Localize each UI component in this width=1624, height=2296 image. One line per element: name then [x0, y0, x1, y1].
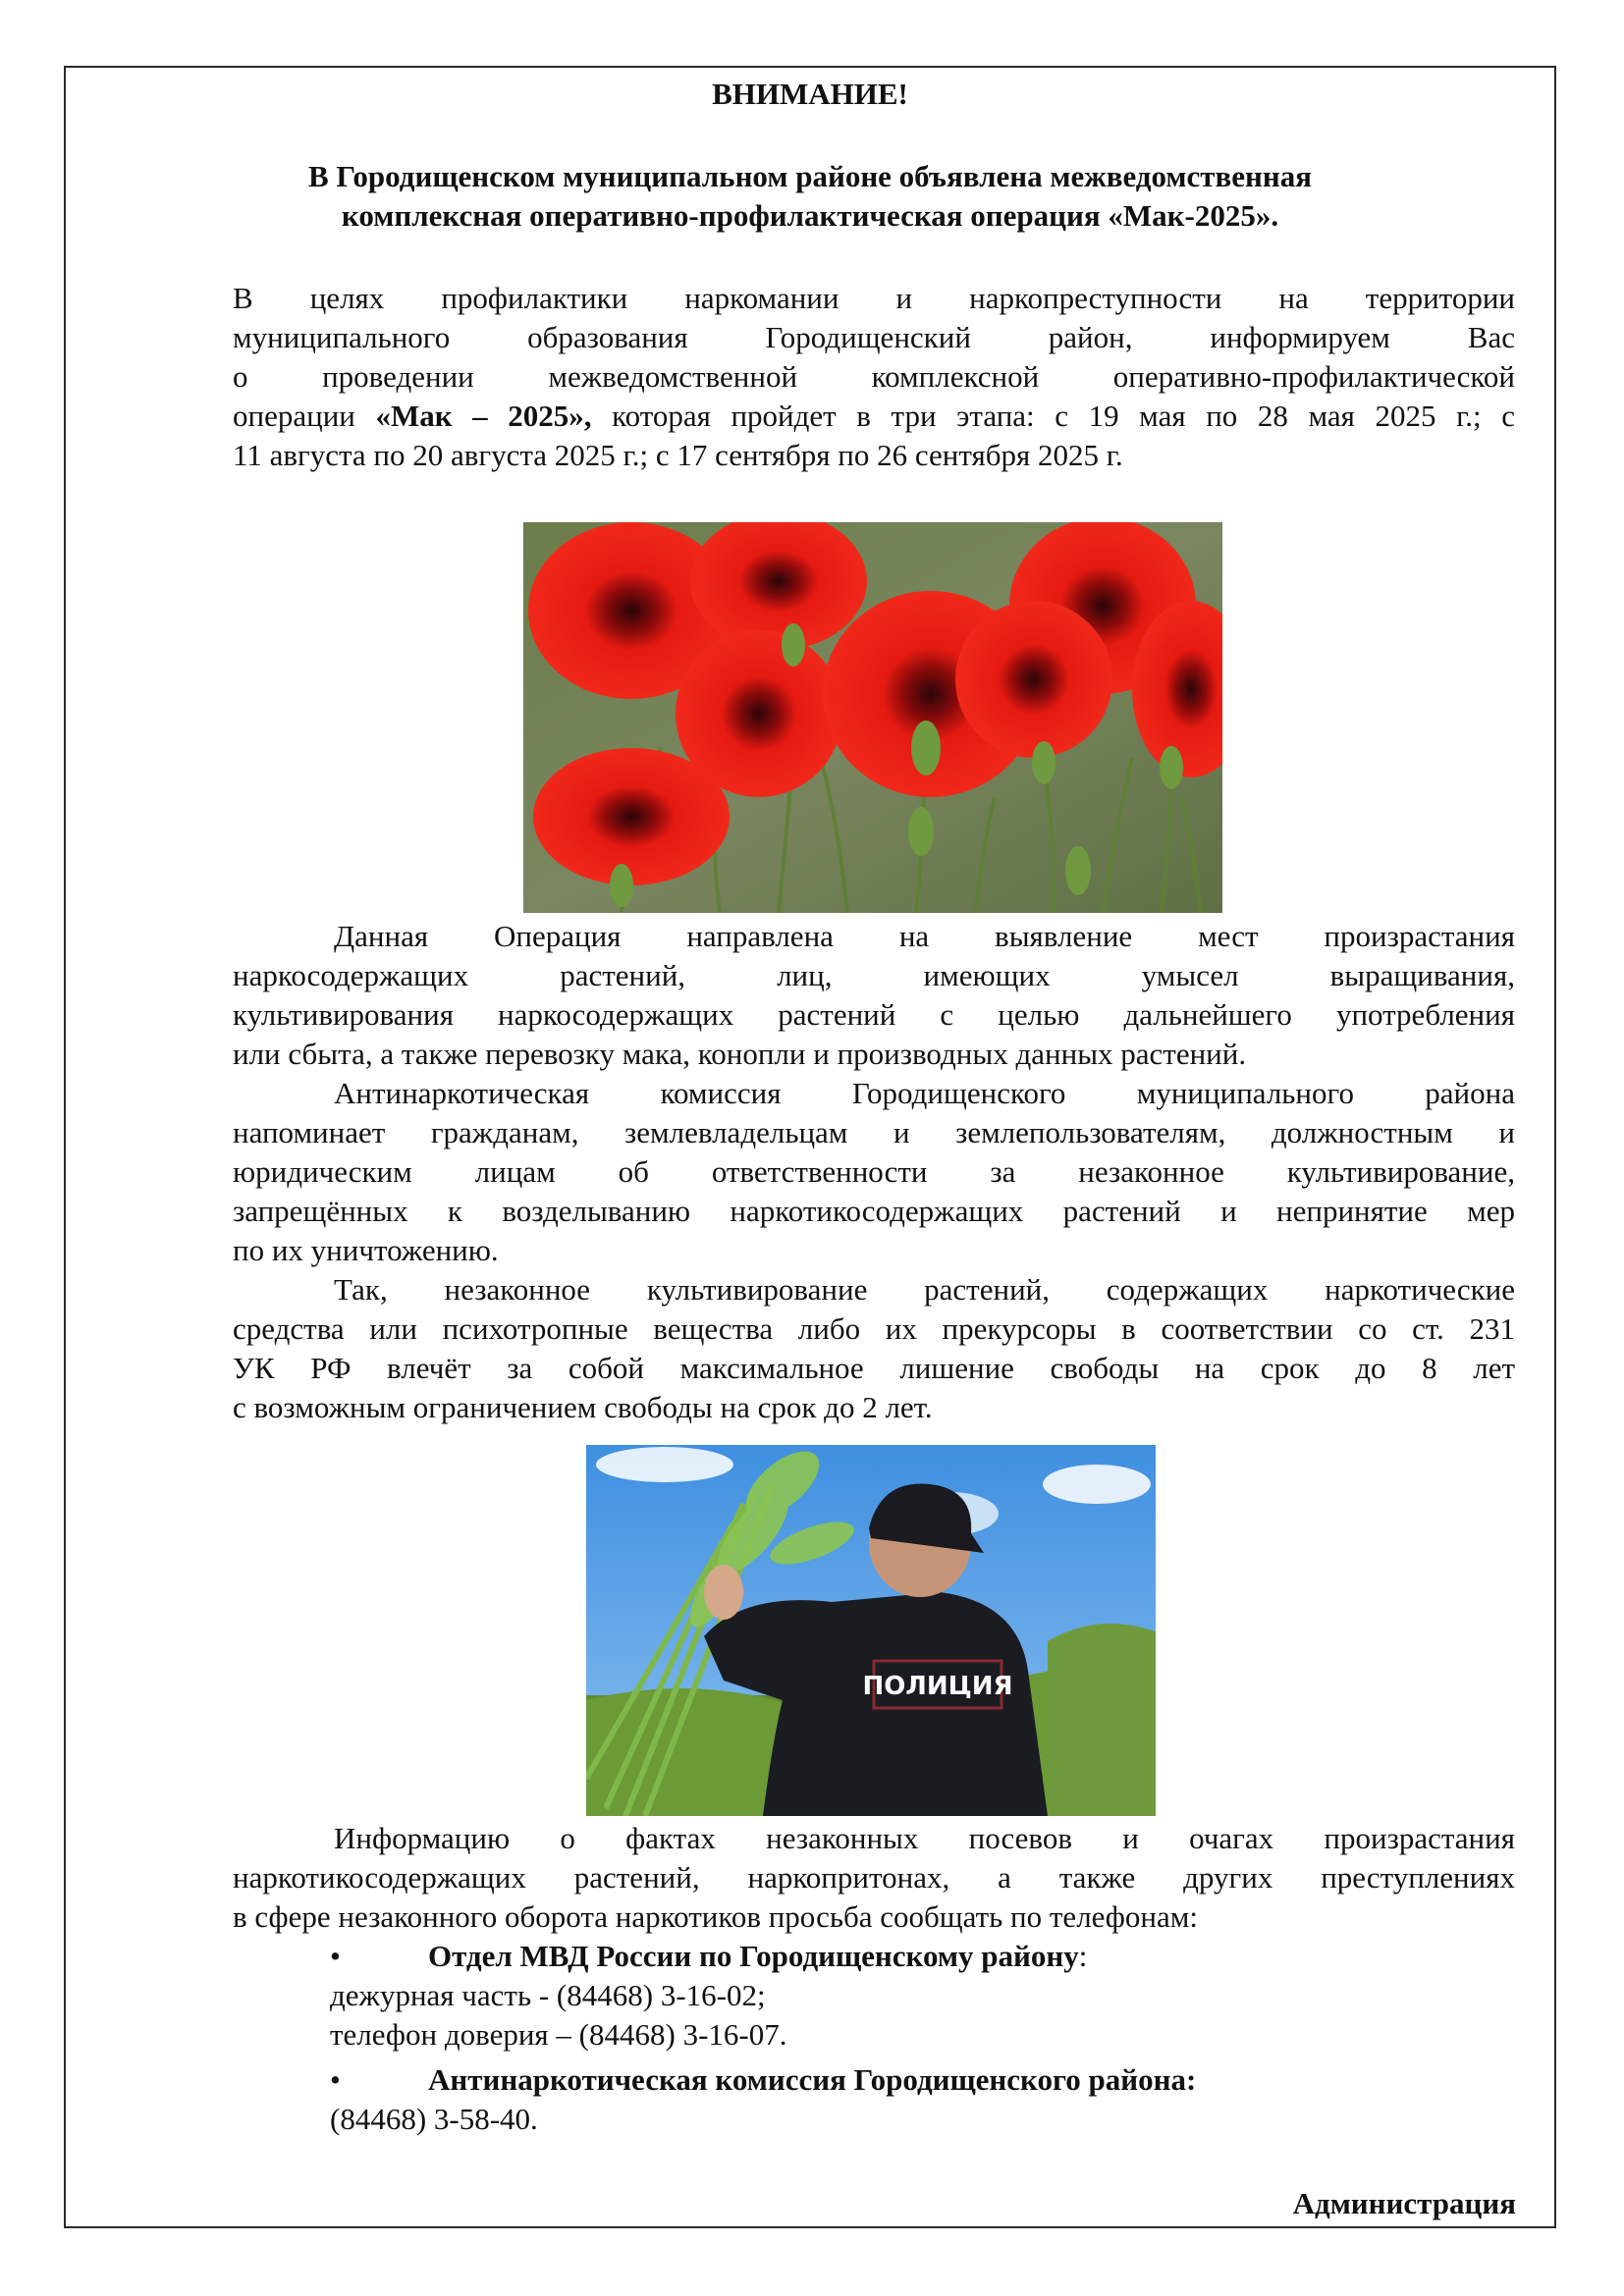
report-info-paragraph	[233, 1819, 1515, 1937]
criminal-liability-paragraph	[233, 1270, 1515, 1427]
p1-line-4: или сбыта, а также перевозку мака, конопли и производных данных растений.	[233, 1037, 1247, 1071]
police-illustration	[586, 1445, 1156, 1816]
p2-line-3: юридическим лицам об ответственности за незаконное культивирование,	[233, 1154, 1515, 1189]
mvd-title-bold: Отдел МВД России по Городищенскому району	[428, 1939, 1079, 1973]
p4-line-2: наркотикосодержащих растений, наркопритонах, а также других преступлениях	[233, 1860, 1515, 1895]
title-line-2: комплексная оперативно-профилактическая операция «Мак-2025».	[341, 198, 1279, 233]
p1-line-2: наркосодержащих растений, лиц, имеющих умысел выращивания,	[233, 958, 1515, 992]
p4-line-1: Информацию о фактах незаконных посевов и очагах произрастания	[334, 1821, 1515, 1855]
p2-line-4: запрещённых к возделыванию наркотикосодержащих растений и непринятие мер	[233, 1194, 1515, 1228]
police-patch-text: ПОЛИЦИЯ	[862, 1672, 1013, 1701]
intro-line-4-prefix: операции	[233, 399, 376, 433]
p3-line-3: УК РФ влечёт за собой максимальное лишение свободы на срок до 8 лет	[233, 1351, 1515, 1385]
intro-line-4-suffix: которая пройдет в три этапа: с 19 мая по 28 мая 2025 г.; с	[591, 399, 1515, 433]
p3-line-4: с возможным ограничением свободы на срок до 2 лет.	[233, 1390, 933, 1424]
poppy-image	[523, 522, 1222, 913]
commission-title: Антинаркотическая комиссия Городищенского района:	[428, 2062, 1197, 2097]
contact-commission-title-row	[330, 2060, 1508, 2100]
p4-line-3: в сфере незаконного оборота наркотиков просьба сообщать по телефонам:	[233, 1899, 1198, 1934]
p3-line-2: средства или психотропные вещества либо их прекурсоры в соответствии со ст. 231	[233, 1311, 1515, 1346]
operation-name-bold: «Мак – 2025»,	[375, 399, 592, 433]
bullet-icon: •	[330, 1939, 341, 1973]
intro-line-1: В целях профилактики наркомании и наркопреступности на территории	[233, 281, 1515, 315]
signature: Администрация	[1292, 2186, 1516, 2220]
intro-line-3: о проведении межведомственной комплексной оперативно-профилактической	[233, 359, 1515, 394]
mvd-duty-phone: дежурная часть - (84468) 3-16-02;	[330, 1978, 766, 2012]
p1-line-1: Данная Операция направлена на выявление мест произрастания	[334, 919, 1515, 953]
commission-phone: (84468) 3-58-40.	[330, 2102, 538, 2136]
p2-line-1: Антинаркотическая комиссия Городищенского муниципального района	[334, 1076, 1515, 1110]
p2-line-5: по их уничтожению.	[233, 1233, 499, 1267]
p1-line-3: культивирования наркосодержащих растений с целью дальнейшего употребления	[233, 997, 1515, 1032]
intro-paragraph	[233, 279, 1515, 475]
attention-heading: ВНИМАНИЕ!	[712, 77, 908, 111]
commission-reminder-paragraph	[233, 1074, 1515, 1270]
p3-line-1: Так, незаконное культивирование растений, содержащих наркотические	[334, 1272, 1515, 1307]
contact-mvd-title-row	[330, 1937, 1508, 1976]
contact-mvd	[330, 1937, 1508, 2139]
intro-line-5: 11 августа по 20 августа 2025 г.; с 17 сентября по 26 сентября 2025 г.	[233, 438, 1123, 472]
p2-line-2: напоминает гражданам, землевладельцам и землепользователям, должностным и	[233, 1115, 1515, 1149]
mvd-title-colon: :	[1078, 1939, 1088, 1973]
title-line-1: В Городищенском муниципальном районе объявлена межведомственная	[308, 159, 1312, 193]
mvd-trust-phone: телефон доверия – (84468) 3-16-07.	[330, 2017, 787, 2052]
intro-line-4	[233, 397, 1515, 436]
contact-mvd-title	[428, 1937, 1087, 1976]
poppy-illustration	[523, 522, 1222, 913]
operation-purpose-paragraph	[233, 917, 1515, 1074]
bullet-icon: •	[330, 2062, 341, 2097]
police-image	[586, 1445, 1156, 1816]
intro-line-2: муниципального образования Городищенский район, информируем Вас	[233, 320, 1515, 354]
